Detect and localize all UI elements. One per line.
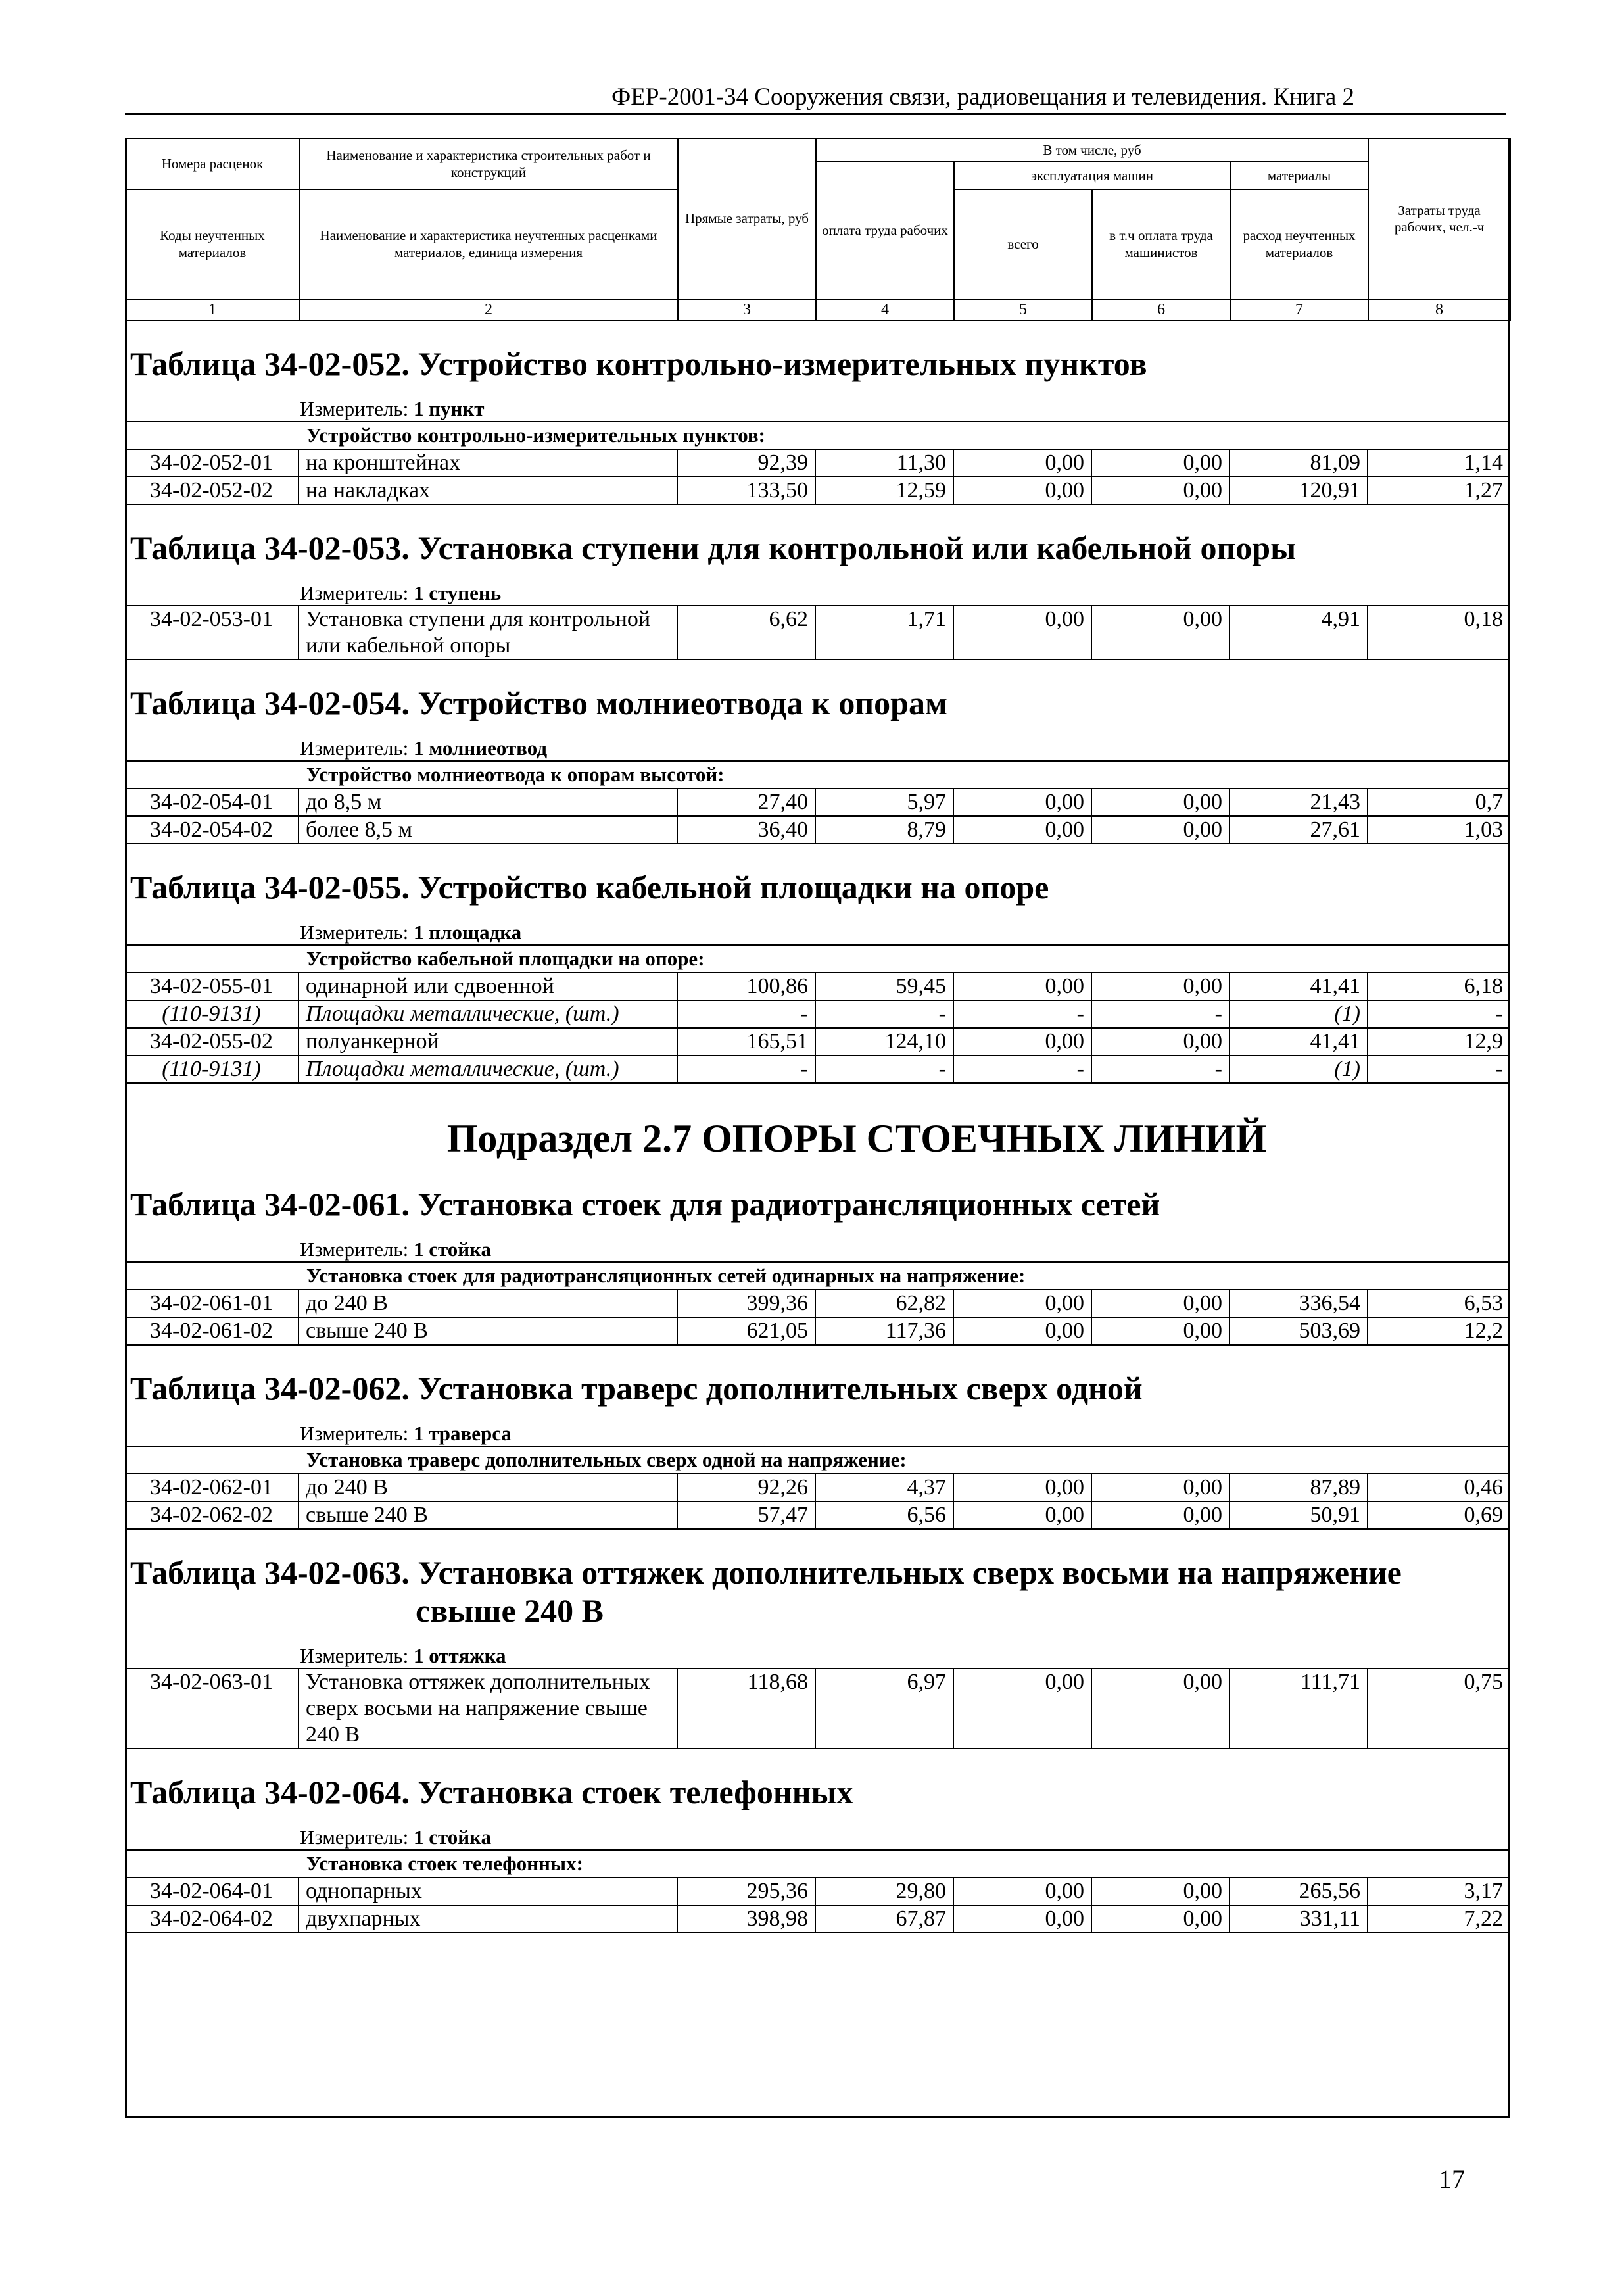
row-code: 34-02-061-01 bbox=[125, 1290, 299, 1317]
row-value: 0,69 bbox=[1368, 1501, 1510, 1529]
row-code: 34-02-053-01 bbox=[125, 606, 299, 660]
unit-value: 1 ступень bbox=[413, 581, 502, 604]
col-naim: Наименование и характеристика строительных работ и конструкций bbox=[299, 139, 678, 189]
table-block bbox=[125, 1185, 1510, 1346]
col-num-2: 2 bbox=[299, 299, 678, 320]
row-value: 0,00 bbox=[953, 1028, 1091, 1056]
data-table bbox=[125, 760, 1510, 844]
row-name: на кронштейнах bbox=[299, 449, 677, 477]
table-block bbox=[125, 868, 1510, 1084]
row-code: 34-02-063-01 bbox=[125, 1668, 299, 1749]
row-value: 0,00 bbox=[1091, 816, 1230, 844]
table-title-line-2: свыше 240 В bbox=[416, 1592, 604, 1629]
table-title: Таблица 34-02-053. Установка ступени для контрольной или кабельной опоры bbox=[130, 529, 1297, 566]
column-header-table bbox=[125, 138, 1511, 321]
row-value: - bbox=[953, 1000, 1091, 1028]
row-code: (110-9131) bbox=[125, 1000, 299, 1028]
table-title: Таблица 34-02-062. Установка траверс дополнительных сверх одной bbox=[130, 1370, 1143, 1407]
table-row bbox=[125, 1501, 1510, 1529]
row-code: 34-02-054-01 bbox=[125, 789, 299, 816]
table-block bbox=[125, 1553, 1510, 1749]
row-code: 34-02-064-01 bbox=[125, 1878, 299, 1905]
row-value: 265,56 bbox=[1230, 1878, 1368, 1905]
group-row bbox=[125, 422, 1510, 449]
row-value: 331,11 bbox=[1230, 1905, 1368, 1933]
row-value: 0,00 bbox=[953, 1668, 1091, 1749]
col-vsego: всего bbox=[954, 189, 1092, 299]
row-value: 165,51 bbox=[677, 1028, 815, 1056]
row-value: 0,00 bbox=[953, 1317, 1091, 1345]
table-block bbox=[125, 1773, 1510, 1933]
table-row bbox=[125, 1317, 1510, 1345]
col-num-8: 8 bbox=[1368, 299, 1510, 320]
group-label: Устройство контрольно-измерительных пунктов: bbox=[125, 422, 1510, 449]
unit-line bbox=[300, 1422, 1510, 1446]
row-value: 6,53 bbox=[1368, 1290, 1510, 1317]
row-name: свыше 240 В bbox=[299, 1501, 677, 1529]
row-name: до 240 В bbox=[299, 1474, 677, 1501]
row-value: - bbox=[1368, 1000, 1510, 1028]
unit-line bbox=[300, 737, 1510, 760]
group-row bbox=[125, 1262, 1510, 1290]
table-row bbox=[125, 816, 1510, 844]
row-value: 12,9 bbox=[1368, 1028, 1510, 1056]
row-code: 34-02-052-01 bbox=[125, 449, 299, 477]
row-value: 0,46 bbox=[1368, 1474, 1510, 1501]
row-value: 57,47 bbox=[677, 1501, 815, 1529]
col-naim-mat: Наименование и характеристика неучтенных расценками материалов, единица измерения bbox=[299, 189, 678, 299]
row-value: 5,97 bbox=[815, 789, 953, 816]
unit-label: Измеритель: bbox=[300, 1422, 409, 1445]
row-value: 118,68 bbox=[677, 1668, 815, 1749]
row-value: 4,37 bbox=[815, 1474, 953, 1501]
unit-label: Измеритель: bbox=[300, 1238, 409, 1261]
data-table bbox=[125, 1849, 1510, 1933]
row-value: 0,7 bbox=[1368, 789, 1510, 816]
row-value: 50,91 bbox=[1230, 1501, 1368, 1529]
row-code: 34-02-055-02 bbox=[125, 1028, 299, 1056]
row-value: 87,89 bbox=[1230, 1474, 1368, 1501]
row-value: 133,50 bbox=[677, 477, 815, 504]
row-name: однопарных bbox=[299, 1878, 677, 1905]
row-value: 111,71 bbox=[1230, 1668, 1368, 1749]
col-nomera: Номера расценок bbox=[126, 139, 299, 189]
row-value: 0,00 bbox=[953, 1905, 1091, 1933]
header-rule bbox=[125, 113, 1506, 115]
group-row bbox=[125, 1850, 1510, 1878]
col-rashod: расход неучтенных материалов bbox=[1230, 189, 1368, 299]
row-value: 0,00 bbox=[953, 477, 1091, 504]
unit-line bbox=[300, 1238, 1510, 1261]
row-value: 0,00 bbox=[953, 789, 1091, 816]
row-value: 399,36 bbox=[677, 1290, 815, 1317]
unit-line bbox=[300, 1644, 1510, 1668]
row-name: Площадки металлические, (шт.) bbox=[299, 1056, 677, 1083]
row-value: 1,14 bbox=[1368, 449, 1510, 477]
row-value: 7,22 bbox=[1368, 1905, 1510, 1933]
row-code: 34-02-062-02 bbox=[125, 1501, 299, 1529]
row-name: Площадки металлические, (шт.) bbox=[299, 1000, 677, 1028]
row-value: 0,00 bbox=[953, 449, 1091, 477]
row-value: - bbox=[677, 1056, 815, 1083]
unit-label: Измеритель: bbox=[300, 737, 409, 760]
unit-line bbox=[300, 397, 1510, 421]
row-value: 621,05 bbox=[677, 1317, 815, 1345]
row-value: 1,03 bbox=[1368, 816, 1510, 844]
row-value: 0,00 bbox=[1091, 1028, 1230, 1056]
row-value: 295,36 bbox=[677, 1878, 815, 1905]
data-table bbox=[125, 1668, 1510, 1749]
col-num-3: 3 bbox=[678, 299, 816, 320]
row-value: 6,56 bbox=[815, 1501, 953, 1529]
table-block bbox=[125, 345, 1510, 505]
row-value: - bbox=[815, 1000, 953, 1028]
material-row bbox=[125, 1056, 1510, 1083]
row-code: 34-02-061-02 bbox=[125, 1317, 299, 1345]
col-materialy: материалы bbox=[1230, 162, 1368, 189]
row-value: - bbox=[677, 1000, 815, 1028]
col-num-1: 1 bbox=[126, 299, 299, 320]
row-value: 27,40 bbox=[677, 789, 815, 816]
group-label: Устройство молниеотвода к опорам высотой: bbox=[125, 761, 1510, 789]
row-value: 11,30 bbox=[815, 449, 953, 477]
col-pryamye: Прямые затраты, руб bbox=[678, 139, 816, 299]
row-value: 0,00 bbox=[953, 816, 1091, 844]
col-zatraty: Затраты труда рабочих, чел.-ч bbox=[1368, 139, 1510, 299]
col-ekspl: эксплуатация машин bbox=[954, 162, 1230, 189]
row-value: 29,80 bbox=[815, 1878, 953, 1905]
col-v-tom: В том числе, руб bbox=[816, 139, 1368, 162]
row-value: 3,17 bbox=[1368, 1878, 1510, 1905]
row-value: 1,71 bbox=[815, 606, 953, 660]
row-value: (1) bbox=[1230, 1056, 1368, 1083]
group-row bbox=[125, 945, 1510, 973]
row-name: двухпарных bbox=[299, 1905, 677, 1933]
row-name: Установка оттяжек дополнительных сверх восьми на напряжение свыше 240 В bbox=[299, 1668, 677, 1749]
row-value: 100,86 bbox=[677, 973, 815, 1000]
table-title bbox=[125, 1553, 1510, 1630]
row-value: - bbox=[1368, 1056, 1510, 1083]
row-code: 34-02-054-02 bbox=[125, 816, 299, 844]
row-value: 21,43 bbox=[1230, 789, 1368, 816]
table-title: Таблица 34-02-061. Установка стоек для радиотрансляционных сетей bbox=[130, 1186, 1160, 1223]
table-block bbox=[125, 1369, 1510, 1530]
table-title-line-1: Таблица 34-02-063. Установка оттяжек дополнительных сверх восьми на напряжение bbox=[130, 1554, 1402, 1591]
row-value: 117,36 bbox=[815, 1317, 953, 1345]
row-value: 4,91 bbox=[1230, 606, 1368, 660]
row-code: 34-02-062-01 bbox=[125, 1474, 299, 1501]
row-value: 62,82 bbox=[815, 1290, 953, 1317]
table-block bbox=[125, 529, 1510, 660]
row-value: 67,87 bbox=[815, 1905, 953, 1933]
group-label: Установка стоек телефонных: bbox=[125, 1850, 1510, 1878]
unit-label: Измеритель: bbox=[300, 1826, 409, 1849]
unit-line bbox=[300, 1826, 1510, 1849]
row-value: 0,00 bbox=[1091, 606, 1230, 660]
row-value: 0,00 bbox=[1091, 1878, 1230, 1905]
col-oplata: оплата труда рабочих bbox=[816, 162, 954, 299]
data-table bbox=[125, 1446, 1510, 1530]
unit-label: Измеритель: bbox=[300, 1644, 409, 1667]
group-label: Установка траверс дополнительных сверх одной на напряжение: bbox=[125, 1446, 1510, 1474]
table-row bbox=[125, 1878, 1510, 1905]
data-table bbox=[125, 944, 1510, 1084]
col-num-5: 5 bbox=[954, 299, 1092, 320]
row-value: - bbox=[815, 1056, 953, 1083]
table-row bbox=[125, 973, 1510, 1000]
table-row bbox=[125, 449, 1510, 477]
row-value: (1) bbox=[1230, 1000, 1368, 1028]
row-value: 8,79 bbox=[815, 816, 953, 844]
row-value: 92,26 bbox=[677, 1474, 815, 1501]
row-value: 12,2 bbox=[1368, 1317, 1510, 1345]
table-title: Таблица 34-02-064. Установка стоек телефонных bbox=[130, 1774, 853, 1810]
col-vtch: в т.ч оплата труда машинистов bbox=[1092, 189, 1230, 299]
table-row bbox=[125, 1668, 1510, 1749]
page-content bbox=[125, 321, 1510, 1933]
row-value: 120,91 bbox=[1230, 477, 1368, 504]
row-value: 336,54 bbox=[1230, 1290, 1368, 1317]
row-value: 81,09 bbox=[1230, 449, 1368, 477]
row-value: 36,40 bbox=[677, 816, 815, 844]
row-name: до 8,5 м bbox=[299, 789, 677, 816]
row-code: 34-02-052-02 bbox=[125, 477, 299, 504]
row-code: 34-02-064-02 bbox=[125, 1905, 299, 1933]
row-value: 0,00 bbox=[1091, 973, 1230, 1000]
row-name: Установка ступени для контрольной или кабельной опоры bbox=[299, 606, 677, 660]
col-num-7: 7 bbox=[1230, 299, 1368, 320]
row-value: 0,00 bbox=[953, 1474, 1091, 1501]
data-table bbox=[125, 605, 1510, 660]
unit-label: Измеритель: bbox=[300, 921, 409, 944]
row-value: 0,00 bbox=[1091, 1317, 1230, 1345]
row-code: (110-9131) bbox=[125, 1056, 299, 1083]
row-name: свыше 240 В bbox=[299, 1317, 677, 1345]
row-name: одинарной или сдвоенной bbox=[299, 973, 677, 1000]
page-number: 17 bbox=[1439, 2164, 1465, 2194]
group-label: Установка стоек для радиотрансляционных сетей одинарных на напряжение: bbox=[125, 1262, 1510, 1290]
row-name: на накладках bbox=[299, 477, 677, 504]
row-name: полуанкерной bbox=[299, 1028, 677, 1056]
row-value: - bbox=[1091, 1000, 1230, 1028]
material-row bbox=[125, 1000, 1510, 1028]
col-num-6: 6 bbox=[1092, 299, 1230, 320]
col-kody: Коды неучтенных материалов bbox=[126, 189, 299, 299]
row-value: 6,97 bbox=[815, 1668, 953, 1749]
row-value: 398,98 bbox=[677, 1905, 815, 1933]
row-value: 6,62 bbox=[677, 606, 815, 660]
page-header: ФЕР-2001-34 Сооружения связи, радиовещания и телевидения. Книга 2 bbox=[611, 84, 1355, 110]
table-row bbox=[125, 1028, 1510, 1056]
row-value: 0,00 bbox=[1091, 1474, 1230, 1501]
row-value: 1,27 bbox=[1368, 477, 1510, 504]
row-value: 59,45 bbox=[815, 973, 953, 1000]
row-value: 41,41 bbox=[1230, 973, 1368, 1000]
row-value: 6,18 bbox=[1368, 973, 1510, 1000]
row-value: 0,75 bbox=[1368, 1668, 1510, 1749]
row-value: 0,00 bbox=[1091, 449, 1230, 477]
unit-value: 1 оттяжка bbox=[413, 1644, 506, 1667]
row-value: - bbox=[953, 1056, 1091, 1083]
row-value: 0,00 bbox=[1091, 1668, 1230, 1749]
row-value: 0,00 bbox=[953, 1878, 1091, 1905]
unit-line bbox=[300, 921, 1510, 944]
row-value: 0,00 bbox=[953, 606, 1091, 660]
col-num-4: 4 bbox=[816, 299, 954, 320]
row-code: 34-02-055-01 bbox=[125, 973, 299, 1000]
unit-value: 1 стойка bbox=[413, 1238, 492, 1261]
row-value: 0,00 bbox=[953, 1501, 1091, 1529]
unit-value: 1 стойка bbox=[413, 1826, 492, 1849]
unit-label: Измеритель: bbox=[300, 397, 409, 420]
table-title: Таблица 34-02-052. Устройство контрольно-измерительных пунктов bbox=[130, 345, 1147, 382]
row-value: 0,00 bbox=[1091, 477, 1230, 504]
table-row bbox=[125, 789, 1510, 816]
section-title: Подраздел 2.7 ОПОРЫ СТОЕЧНЫХ ЛИНИЙ bbox=[446, 1117, 1267, 1160]
data-table bbox=[125, 421, 1510, 505]
unit-value: 1 площадка bbox=[413, 921, 522, 944]
row-value: 92,39 bbox=[677, 449, 815, 477]
table-row bbox=[125, 606, 1510, 660]
row-value: 0,00 bbox=[953, 1290, 1091, 1317]
row-value: 0,00 bbox=[1091, 789, 1230, 816]
row-value: 27,61 bbox=[1230, 816, 1368, 844]
table-row bbox=[125, 1290, 1510, 1317]
unit-line bbox=[300, 581, 1510, 605]
table-title: Таблица 34-02-055. Устройство кабельной площадки на опоре bbox=[130, 869, 1049, 906]
unit-value: 1 траверса bbox=[413, 1422, 512, 1445]
table-row bbox=[125, 477, 1510, 504]
row-value: 0,18 bbox=[1368, 606, 1510, 660]
table-title: Таблица 34-02-054. Устройство молниеотвода к опорам bbox=[130, 685, 948, 721]
row-value: - bbox=[1091, 1056, 1230, 1083]
row-name: более 8,5 м bbox=[299, 816, 677, 844]
row-value: 0,00 bbox=[953, 973, 1091, 1000]
table-row bbox=[125, 1474, 1510, 1501]
table-row bbox=[125, 1905, 1510, 1933]
row-value: 0,00 bbox=[1091, 1905, 1230, 1933]
group-row bbox=[125, 761, 1510, 789]
group-row bbox=[125, 1446, 1510, 1474]
row-name: до 240 В bbox=[299, 1290, 677, 1317]
row-value: 0,00 bbox=[1091, 1501, 1230, 1529]
row-value: 0,00 bbox=[1091, 1290, 1230, 1317]
group-label: Устройство кабельной площадки на опоре: bbox=[125, 945, 1510, 973]
data-table bbox=[125, 1261, 1510, 1346]
row-value: 41,41 bbox=[1230, 1028, 1368, 1056]
row-value: 124,10 bbox=[815, 1028, 953, 1056]
unit-value: 1 молниеотвод bbox=[413, 737, 547, 760]
table-block bbox=[125, 684, 1510, 844]
unit-label: Измеритель: bbox=[300, 581, 409, 604]
row-value: 12,59 bbox=[815, 477, 953, 504]
unit-value: 1 пункт bbox=[413, 397, 485, 420]
row-value: 503,69 bbox=[1230, 1317, 1368, 1345]
